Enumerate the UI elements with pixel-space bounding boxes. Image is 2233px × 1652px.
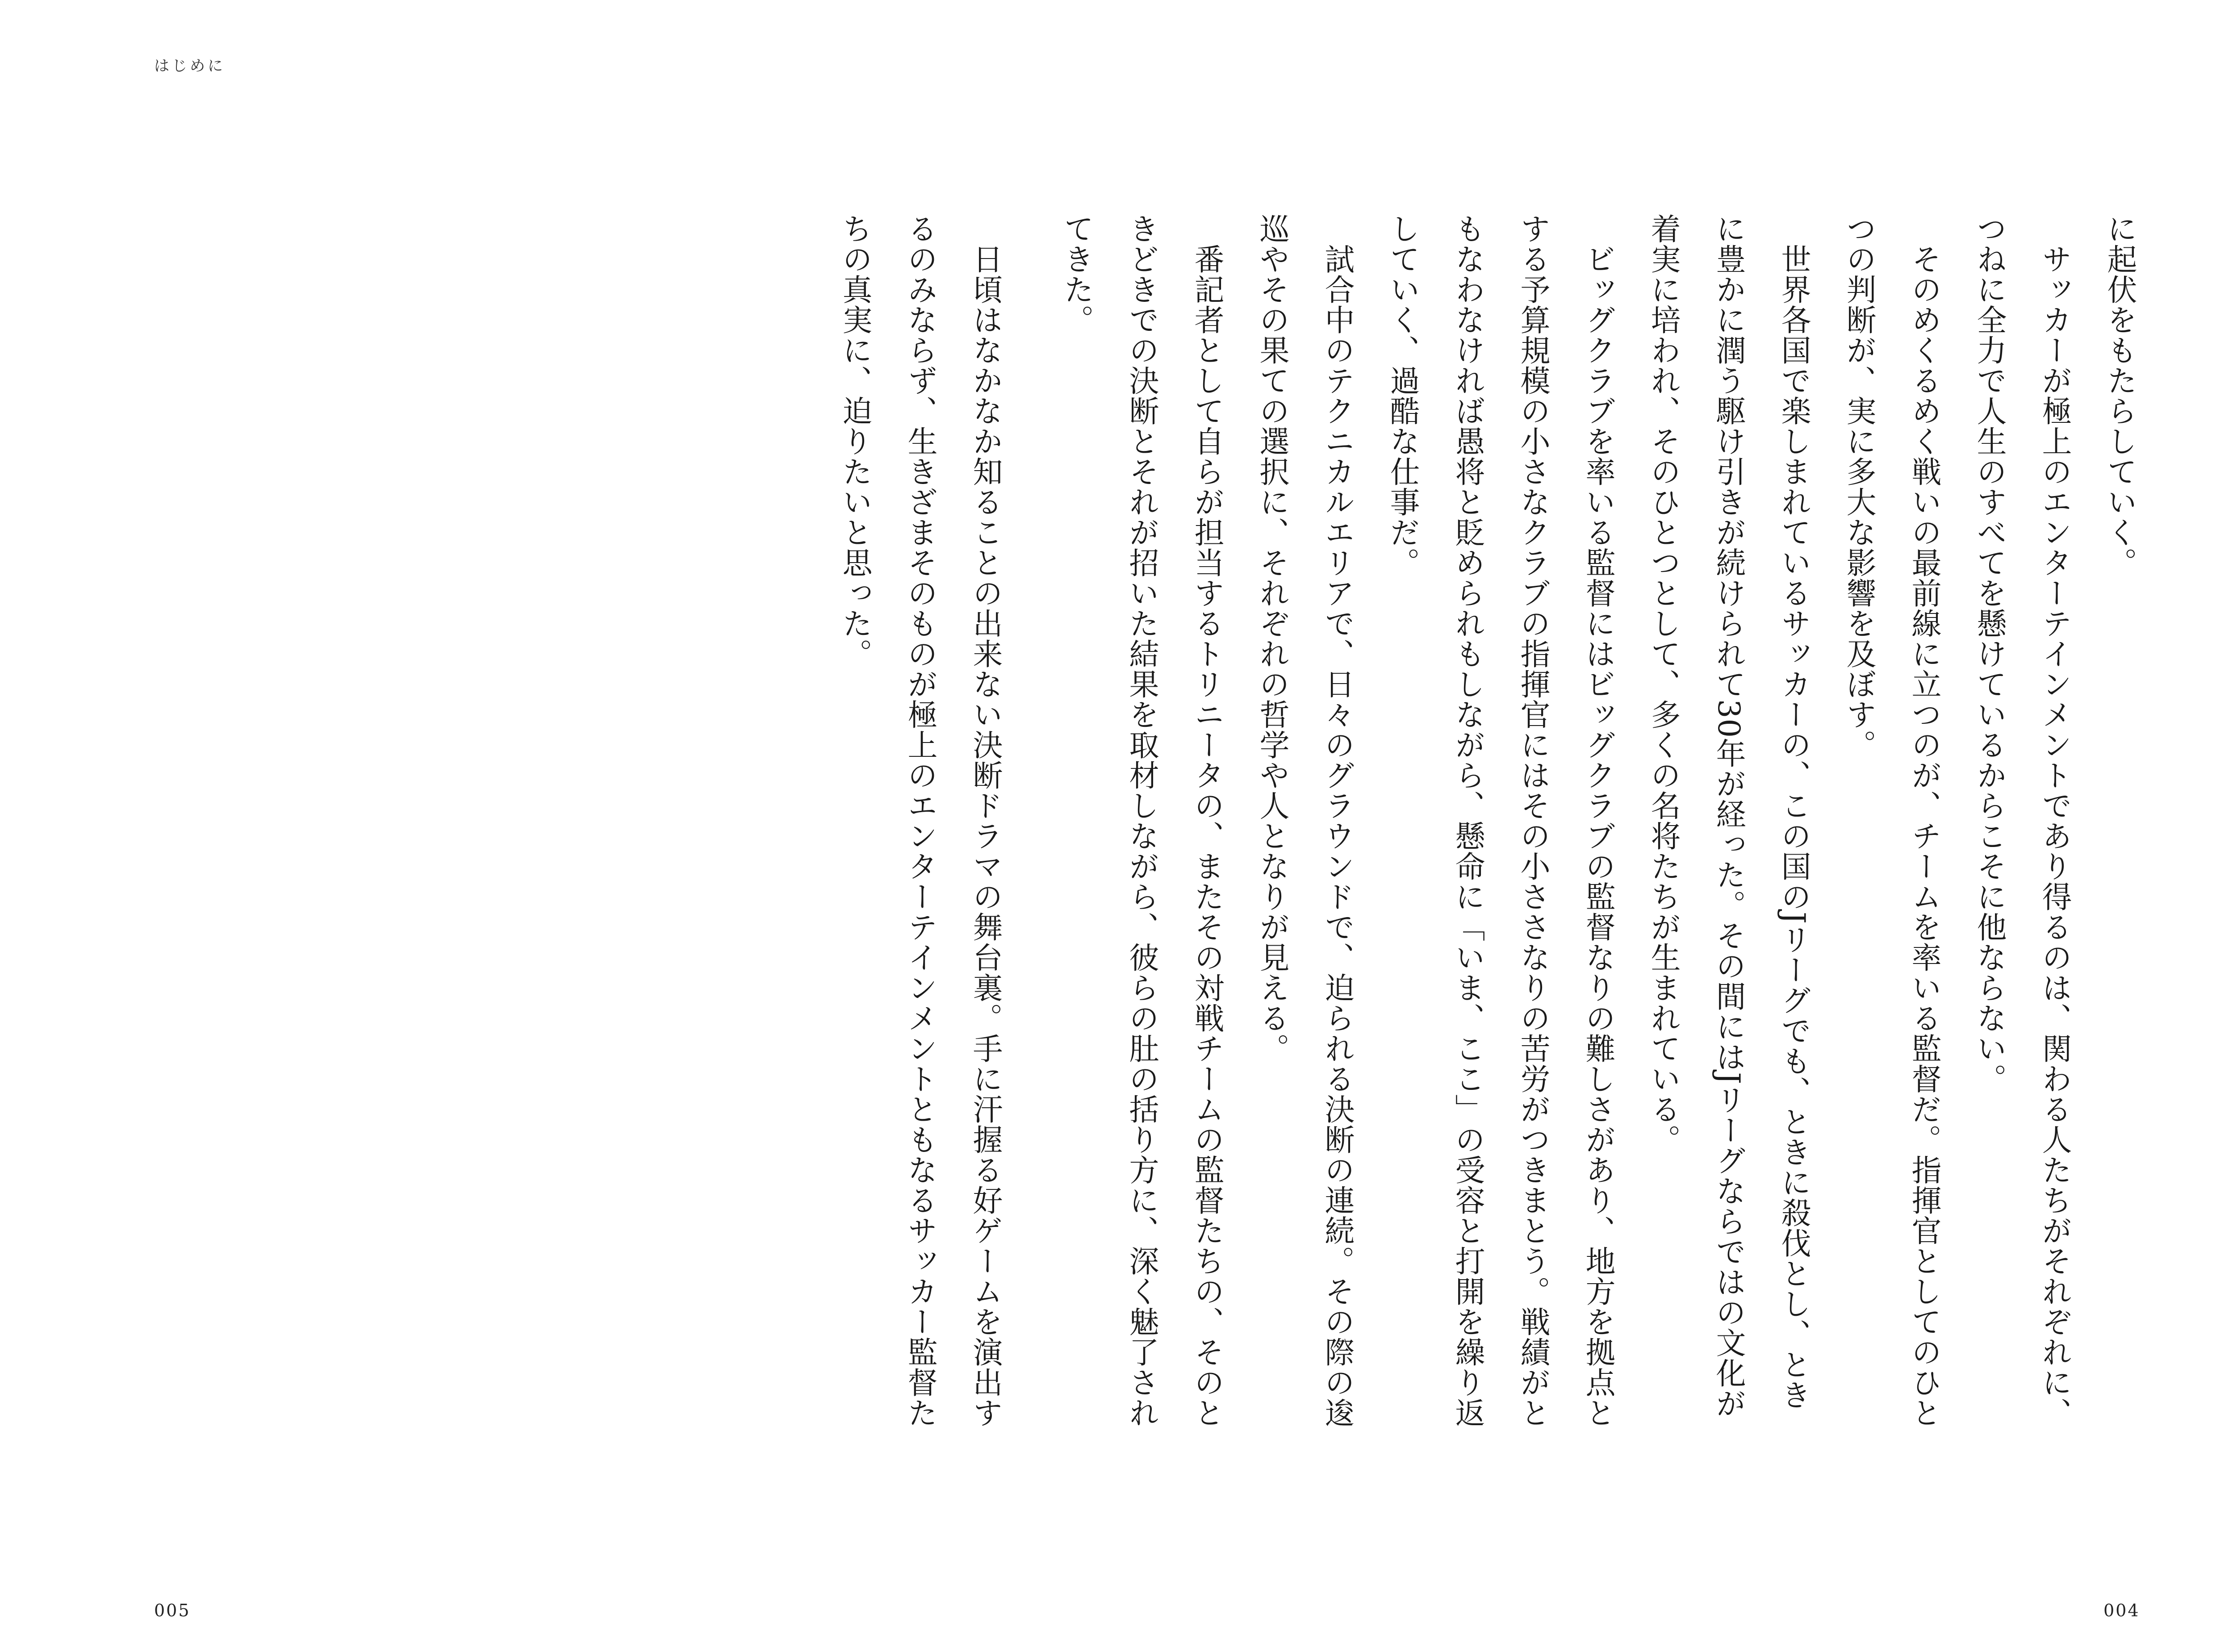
text-line: する予算規模の小さなクラブの指揮官にはその小ささなりの苦労がつきまとう。戦績がと bbox=[1516, 213, 1551, 1428]
text-line: に起伏をもたらしていく。 bbox=[2103, 213, 2137, 578]
page-number-left: 005 bbox=[154, 1601, 191, 1620]
text-line: ちの真実に、迫りたいと思った。 bbox=[838, 213, 873, 669]
text-line: 試合中のテクニカルエリアで、日々のグラウンドで、迫られる決断の連続。その際の逡 bbox=[1320, 213, 1355, 1428]
text-line: に豊かに潤う駆け引きが続けられて30年が経った。その間にはJリーグならではの文化が bbox=[1711, 213, 1746, 1419]
page-number-right: 004 bbox=[2103, 1601, 2140, 1620]
right-page-body bbox=[1059, 213, 2153, 1553]
text-line: 日頃はなかなか知ることの出来ない決断ドラマの舞台裏。手に汗握る好ゲームを演出す bbox=[968, 213, 1003, 1428]
text-line: もなわなければ愚将と貶められもしながら、懸命に「いま、ここ」の受容と打開を繰り返 bbox=[1451, 213, 1485, 1428]
running-head: はじめに bbox=[154, 57, 226, 75]
text-line: サッカーが極上のエンターテインメントであり得るのは、関わる人たちがそれぞれに、 bbox=[2037, 213, 2072, 1428]
text-line: 世界各国で楽しまれているサッカーの、この国のJリーグでも、ときに殺伐とし、とき bbox=[1777, 213, 1811, 1410]
text-line: るのみならず、生きざまそのものが極上のエンターテインメントともなるサッカー監督た bbox=[903, 213, 938, 1428]
text-line: きどきでの決断とそれが招いた結果を取材しながら、彼らの肚の括り方に、深く魅了され bbox=[1125, 213, 1159, 1428]
text-line: 番記者として自らが担当するトリニータの、またその対戦チームの監督たちの、そのと bbox=[1190, 213, 1225, 1428]
text-line: つの判断が、実に多大な影響を及ぼす。 bbox=[1842, 213, 1877, 760]
text-line: てきた。 bbox=[1059, 213, 1094, 335]
text-line: していく、過酷な仕事だ。 bbox=[1385, 213, 1420, 578]
text-line: 着実に培われ、そのひとつとして、多くの名将たちが生まれている。 bbox=[1646, 213, 1681, 1155]
text-line: ビッグクラブを率いる監督にはビッグクラブの監督なりの難しさがあり、地方を拠点と bbox=[1581, 213, 1616, 1428]
text-line: 巡やその果ての選択に、それぞれの哲学や人となりが見える。 bbox=[1255, 213, 1290, 1064]
left-page-body bbox=[822, 213, 1018, 1553]
text-line: つねに全力で人生のすべてを懸けているからこそに他ならない。 bbox=[1972, 213, 2007, 1094]
text-line: そのめくるめく戦いの最前線に立つのが、チームを率いる監督だ。指揮官としてのひと bbox=[1907, 213, 1942, 1428]
